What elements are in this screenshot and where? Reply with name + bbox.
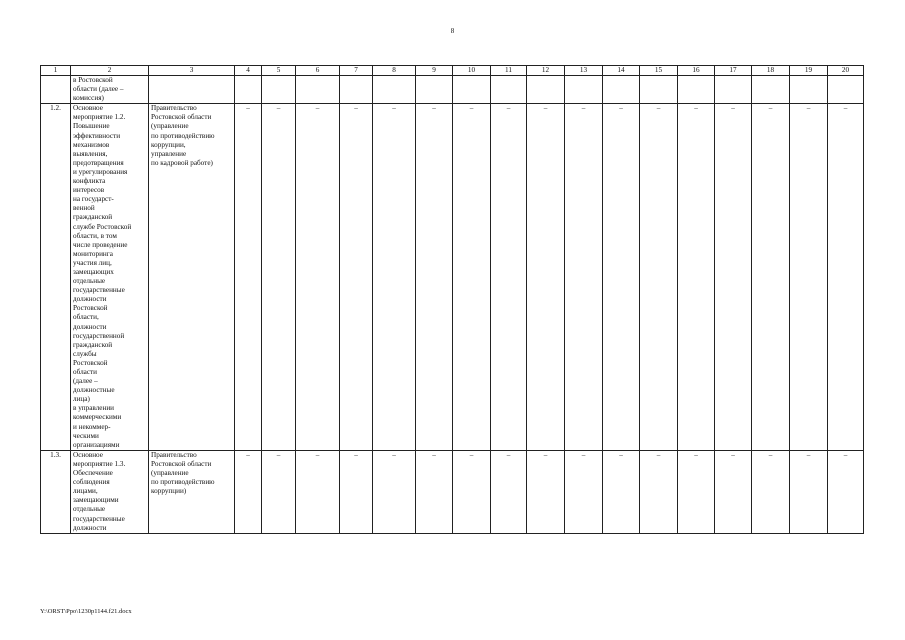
activity-name: Основное мероприятие 1.3. Обеспечение соблюдения лицами, замещающими отдельные государственные должности [71,450,149,533]
empty-cell [752,76,790,104]
empty-cell [340,76,373,104]
header-cell: 16 [678,66,715,76]
value-cell: – [453,450,491,533]
header-row [41,66,864,76]
value-cell: – [235,450,262,533]
header-cell: 12 [527,66,565,76]
value-cell: – [715,450,752,533]
value-cell: – [603,450,640,533]
value-cell: – [373,104,416,451]
value-cell: – [715,104,752,451]
value-cell: – [790,104,828,451]
empty-cell [453,76,491,104]
value-cell: – [416,104,453,451]
header-cell: 7 [340,66,373,76]
empty-cell [235,76,262,104]
value-cell: – [527,450,565,533]
page-number: 8 [450,27,455,35]
header-cell: 4 [235,66,262,76]
empty-cell [527,76,565,104]
executor: Правительство Ростовской области (управление по противодействию коррупции) [149,450,235,533]
empty-cell [416,76,453,104]
table-row [41,450,864,533]
row-number: 1.3. [41,450,71,533]
empty-cell [678,76,715,104]
row-number: 1.2. [41,104,71,451]
activity-name: в Ростовской области (далее – комиссия) [71,76,149,104]
empty-cell [491,76,527,104]
value-cell: – [752,450,790,533]
activity-name: Основное мероприятие 1.2. Повышение эффективности механизмов выявления, предотвращения и урегулирования конфликта интересов на государст- венной гражданской службе Ростовской области, в том числе проведение мониторинга участия лиц, замещающих отдельные государственные должности Ростовской области, должности государственной гражданской службы Ростовской области (далее – должностные лица) в управлении коммерческими и некоммер- ческими организациями [71,104,149,451]
header-cell: 10 [453,66,491,76]
value-cell: – [565,104,603,451]
value-cell: – [453,104,491,451]
value-cell: – [340,450,373,533]
empty-cell [262,76,296,104]
program-table [40,65,864,534]
value-cell: – [790,450,828,533]
table-row [41,104,864,451]
value-cell: – [373,450,416,533]
value-cell: – [235,104,262,451]
value-cell: – [296,104,340,451]
header-cell: 9 [416,66,453,76]
header-cell: 6 [296,66,340,76]
table-row [41,76,864,104]
value-cell: – [640,450,678,533]
header-cell: 2 [71,66,149,76]
file-path-footer: Y:\ORST\Ppo\1230p1144.f21.docx [40,608,132,615]
empty-cell [296,76,340,104]
value-cell: – [828,450,864,533]
header-cell: 18 [752,66,790,76]
empty-cell [373,76,416,104]
empty-cell [715,76,752,104]
header-cell: 3 [149,66,235,76]
value-cell: – [640,104,678,451]
value-cell: – [565,450,603,533]
value-cell: – [491,104,527,451]
value-cell: – [296,450,340,533]
value-cell: – [527,104,565,451]
empty-cell [640,76,678,104]
header-cell: 17 [715,66,752,76]
header-cell: 20 [828,66,864,76]
header-cell: 8 [373,66,416,76]
value-cell: – [416,450,453,533]
value-cell: – [262,104,296,451]
header-cell: 19 [790,66,828,76]
value-cell: – [752,104,790,451]
value-cell: – [262,450,296,533]
executor [149,76,235,104]
empty-cell [790,76,828,104]
header-cell: 13 [565,66,603,76]
empty-cell [565,76,603,104]
empty-cell [603,76,640,104]
value-cell: – [491,450,527,533]
header-cell: 1 [41,66,71,76]
header-cell: 5 [262,66,296,76]
value-cell: – [828,104,864,451]
header-cell: 15 [640,66,678,76]
value-cell: – [340,104,373,451]
value-cell: – [603,104,640,451]
header-cell: 11 [491,66,527,76]
value-cell: – [678,104,715,451]
row-number [41,76,71,104]
value-cell: – [678,450,715,533]
executor: Правительство Ростовской области (управление по противодействию коррупции, управление по кадровой работе) [149,104,235,451]
empty-cell [828,76,864,104]
header-cell: 14 [603,66,640,76]
